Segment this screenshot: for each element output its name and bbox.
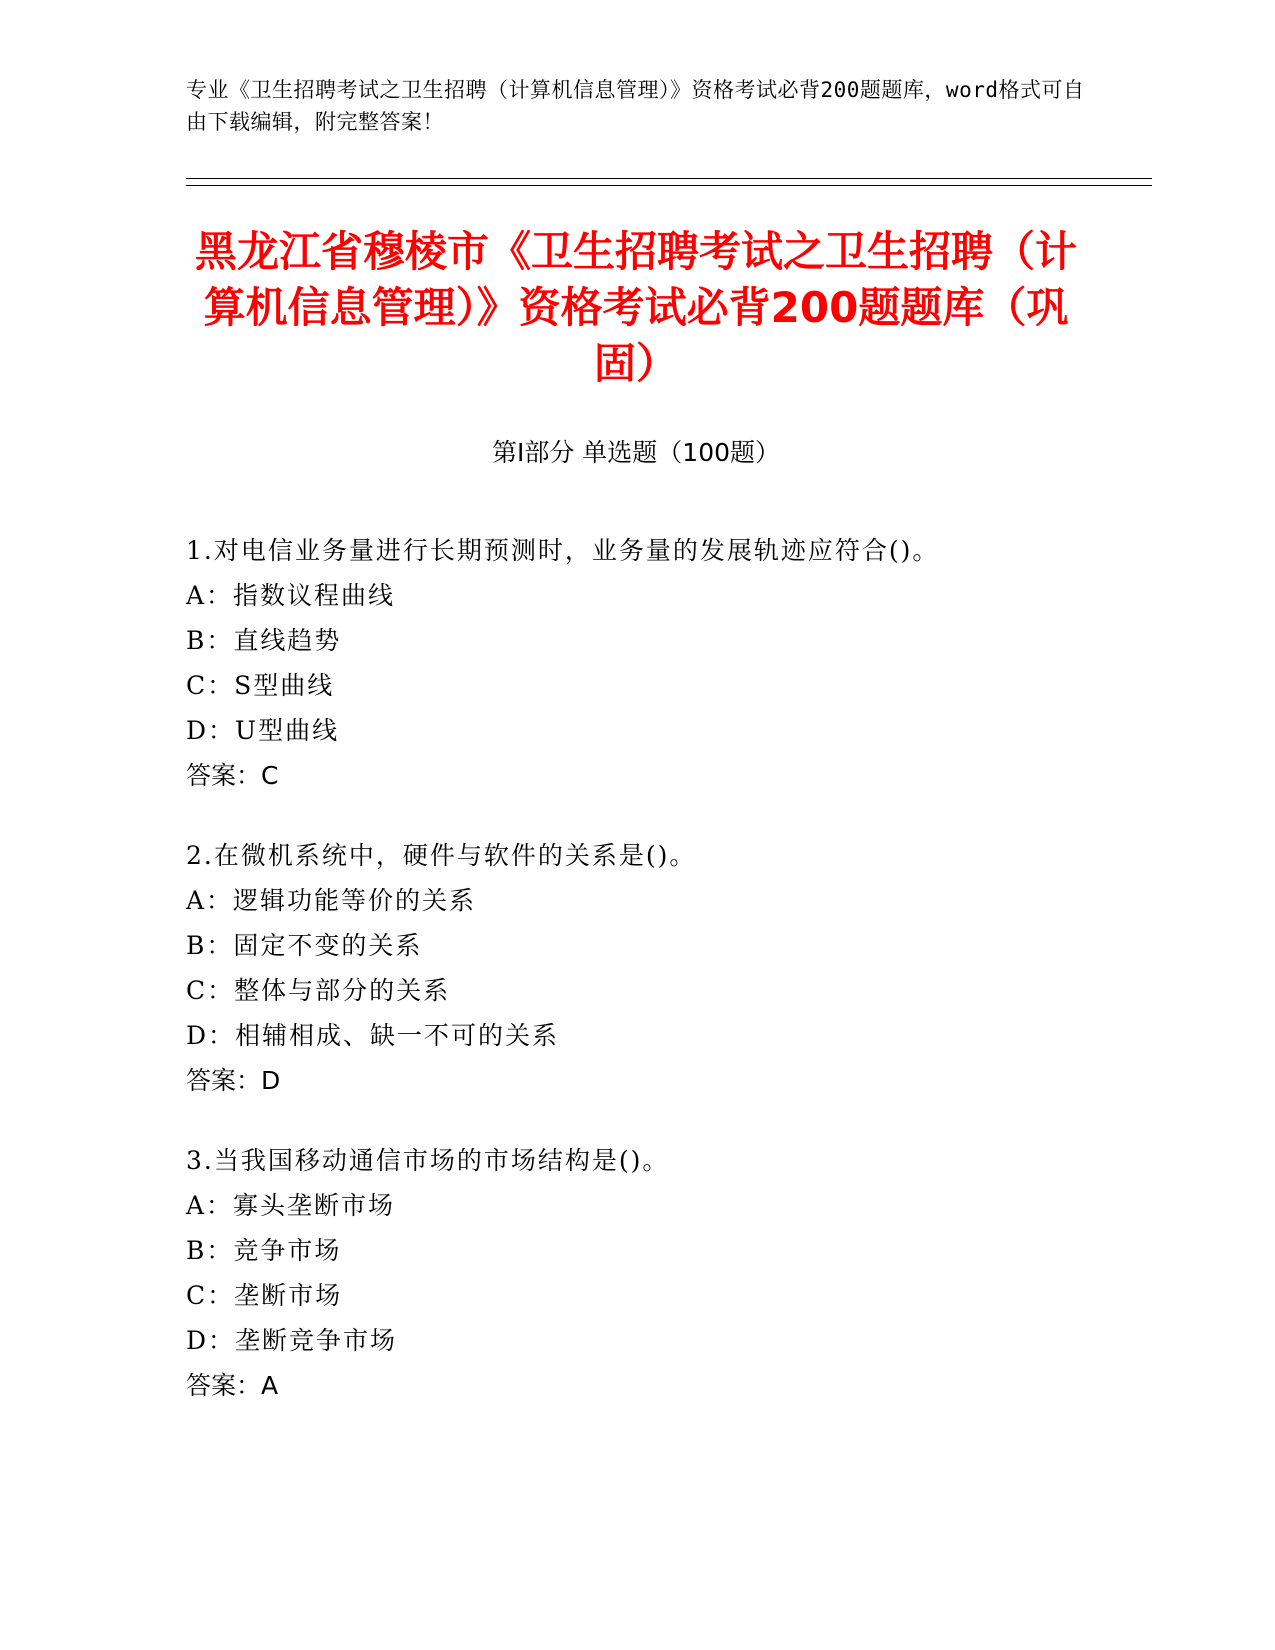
question-item (186, 1138, 1126, 1408)
option-c: C：垄断市场 (186, 1281, 343, 1310)
header-divider-top (186, 178, 1152, 179)
option-a: A：寡头垄断市场 (186, 1191, 396, 1220)
header-note: 专业《卫生招聘考试之卫生招聘（计算机信息管理）》资格考试必背200题题库，word格式可自由下载编辑，附完整答案！ (186, 78, 1085, 134)
question-stem: 2.在微机系统中，硬件与软件的关系是()。 (186, 841, 697, 870)
question-item (186, 528, 1126, 798)
question-item (186, 833, 1126, 1103)
header-divider-bottom (186, 185, 1152, 186)
option-d: D：U型曲线 (186, 716, 340, 745)
option-a: A：指数议程曲线 (186, 581, 396, 610)
option-d: D：垄断竞争市场 (186, 1326, 398, 1355)
option-c: C：S型曲线 (186, 671, 335, 700)
option-b: B：直线趋势 (186, 626, 342, 655)
answer-line: 答案：D (186, 1066, 281, 1095)
option-b: B：竞争市场 (186, 1236, 342, 1265)
question-stem: 1.对电信业务量进行长期预测时，业务量的发展轨迹应符合()。 (186, 536, 940, 565)
answer-line: 答案：A (186, 1371, 279, 1400)
option-d: D：相辅相成、缺一不可的关系 (186, 1021, 560, 1050)
option-c: C：整体与部分的关系 (186, 976, 451, 1005)
question-stem: 3.当我国移动通信市场的市场结构是()。 (186, 1146, 670, 1175)
option-b: B：固定不变的关系 (186, 931, 423, 960)
section-heading: 第I部分 单选题（100题） (491, 438, 781, 467)
document-title: 黑龙江省穆棱市《卫生招聘考试之卫生招聘（计算机信息管理）》资格考试必背200题题库（巩固） (194, 227, 1077, 388)
question-list (186, 528, 1126, 1443)
answer-line: 答案：C (186, 761, 279, 790)
option-a: A：逻辑功能等价的关系 (186, 886, 477, 915)
